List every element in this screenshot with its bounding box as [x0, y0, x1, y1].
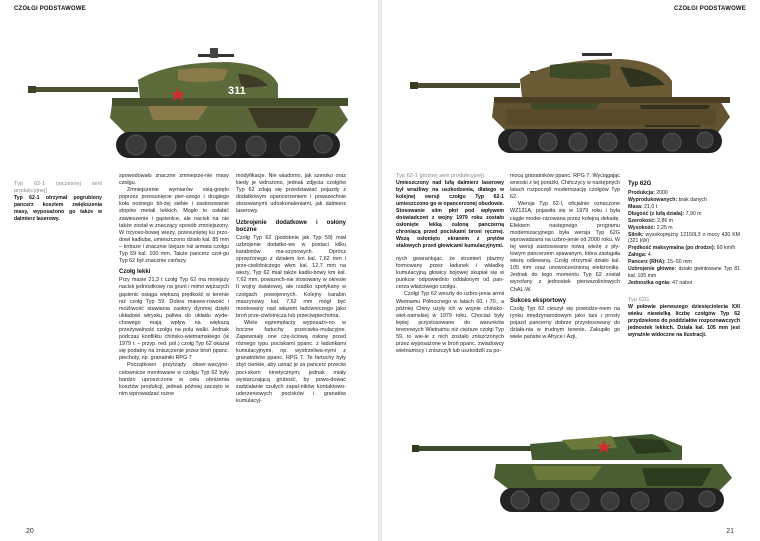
section-heading: Uzbrojenie dodatkowe i osłony boczne [236, 219, 346, 233]
spec-value: 47 naboi [670, 279, 693, 286]
spec-label: Załoga: [628, 252, 647, 259]
tank-illustration-type62g [412, 416, 742, 516]
tank-illustration-type62-early [28, 40, 358, 165]
spec-label: Długość (z lufą działa): [628, 210, 685, 217]
spec-row [628, 204, 740, 211]
running-header: CZOŁGI PODSTAWOWE [14, 6, 86, 12]
spec-row [628, 252, 740, 259]
caption-text: Umieszczony nad lufą dalmierz laserowy był wrażliwy na uszkodzenia, dlatego w kolejnej wersji czołgu Typ 62-1 umieszczono go w opancerzonej obudowie. Stosowanie siim płot pod wpływem doświadczeń z wojny 1979 roku zostało osłonięte lekką osłoną panczerną chroniącą przed pociskami broni ręcznej. Wszą osłonięto ekranem z prętów stalowych przed głowicami kumulacyjnymi. [396, 180, 504, 249]
text-column-3 [236, 173, 346, 405]
spec-value: wysokoprężny 12150L3 o mocy 430 KM (321 kW) [628, 231, 740, 245]
section-heading: Czołg lekki [119, 269, 151, 276]
spec-value: 15–50 mm [665, 259, 692, 266]
spec-label: Wysokość: [628, 224, 656, 231]
turret-number: 311 [228, 85, 246, 97]
spec-row [628, 280, 740, 287]
spec-label: Jednostka ognia: [628, 279, 671, 286]
paragraph: Czołg Typ 62 (podobnie jak Typ 59) miał uzbrojenie dodatko-we w postaci kilku karabinów ma-szynowych. Oprócz sprzężonego z działem km kal. 7,62 mm i prze-ciwlotniczego wkm kal. 12,7 mm na wieży, Typ 62 miał także kadłu-bowy km kal. 7,62 mm, powszech-nie stosowany w okresie II wojny światowej, ale rzadko spotykany w czołgach powojennych. Kolejny karabin maszynowy kal. 7,62 mm mógł być montowany nad włazem ładowniczego jako broń prze-ciwlotnicza lub przeciwpiechotna. [236, 234, 346, 319]
spec-value: 21,0 t [642, 203, 658, 210]
spec-label: Masa: [628, 203, 643, 210]
spec-label: Produkcja: [628, 190, 655, 197]
spec-label: Prędkość maksymalna (po drodze): [628, 245, 716, 252]
illustration-caption [14, 181, 102, 223]
page-number: 21 [726, 528, 734, 535]
text-column-2 [119, 173, 229, 398]
spec-value: 2000 [654, 190, 668, 197]
spec-row [628, 197, 740, 204]
specs-title: Typ 62G [628, 181, 652, 187]
spec-row [628, 225, 740, 232]
spec-label: Pancerz (RHA): [628, 259, 666, 266]
paragraph: Początkowo przyrządy obser-wacyjno-celownicze montowane w czołgu Typ 62 były bardzo uproszczone w celu obniżenia kosztów produkcji, jednak później zaczęto w nim wprowadzać rożne [119, 362, 229, 397]
spec-value: 4 [646, 252, 651, 259]
spec-value: 2,25 m [655, 224, 673, 231]
spec-value: 2,86 m [655, 217, 673, 224]
paragraph: Czołg Typ 62 cieszył się powodze-niem na rynku międzynarodowym jako tani i prosty pojazd pancerny dobrze przystosowany do działa-nia w trudnym terenie. Zakupiło go wiele państw w Afryce i Azji, [510, 305, 620, 341]
paragraph: modyfikacje. Nie wiadomo, jak szeroko oraz kiedy je wdrożono, jednak zdjęcia czołgów Typ 62 zdają się przedstawiać pojazdy z dodatkowym opancerzeniem i powszechnie stosowanymi udoskonaleniami, jak dalmierz laserowy. [236, 173, 346, 215]
spec-row [628, 259, 740, 266]
spec-row [628, 218, 740, 225]
section-heading: Sukces eksportowy [510, 297, 567, 304]
page-number: 20 [26, 528, 34, 535]
paragraph: nych gwarantując, że strumień plazmy formowany przez ładunek i wkładkę kumulacyjną głowicy bojowej skupiał się w punkcie odpowiednio oddalonym od pan-cerza właściwego czołgu. [396, 256, 504, 291]
tank-illustration-type62-late [410, 45, 740, 160]
paragraph: mocą granatników ppanc. RPG 7. Wyciągając wnioski z tej porażki, Chińczycy w następnych latach rozpoczęli modernizację czołgów Typ 62. [510, 173, 620, 201]
paragraph: Wiele egzemplarzy wyposażo-no w boczne fartuchy przeciwku-mulacyjne. Zapewniały one czę-ściową osłonę przed różnego typu pociskami ppanc. z ładunkami kumulacyjnymi, np. wystrzeliwa-nymi z granatników ppanc. RPG 7. Te fartuchy były zbyt cienkie, aby uznać je za pancerz przeciw poci-skom kinetycznym, jednak miały wystarczającą grubość, by powo-dować zadziałanie czułych zapal-ników kontaktowo-uderzeniowych pocisków i granatów kumulacyj- [236, 319, 346, 404]
spec-label: Uzbrojenie główne: [628, 266, 677, 273]
spec-value: działo gwintowane Typ 81 kal. 105 mm [628, 266, 740, 279]
spec-label: Silnik: [628, 231, 644, 238]
paragraph: Wersja Typ 62-I, oficjalnie oznaczone WZ131A, pojawiła się w 1979 roku i była ciągle moder-nizowana przez kolejną dekadę. Efektem następnego programu modernizacyjnego była wersja Typ 62G wprowadzana na uzbro-jenie od 2000 roku. W tej wersji zastosowano nową wieżę z pły-towym pancerzem spawanym, która zastąpiła wieżę odlewaną. Czołg otrzymał działo kal. 105 mm oraz unowocześnioną elektronikę. Jednak do tego momentu Typ 62 został wycofany z jednostek pierwszoliniowych ChAL-W. [510, 201, 620, 293]
right-page [382, 0, 760, 541]
running-header: CZOŁGI PODSTAWOWE [674, 6, 746, 12]
spec-label: Wyprodukowanych: [628, 197, 678, 203]
spec-label: Szerokość: [628, 217, 656, 224]
spec-row [628, 232, 740, 246]
specs-box [628, 181, 740, 339]
spec-value: 7,90 m [684, 210, 702, 217]
paragraph: spowodowało znaczne zmniejsze-nie masy czołgu. [119, 173, 229, 187]
spec-value: 60 km/h [715, 245, 736, 252]
caption-title: Typ 62-1 (wczesnej serii produkcyjnej) [14, 181, 102, 194]
illustration-caption [396, 173, 504, 355]
spec-row [628, 190, 740, 197]
paragraph: Zmniejszenie wymiarów osią-gnięto poprzez przesunięcie pier-szego i drugiego koła nośnego bli-żej siebie i zastosowanie stopów metali lekkich. Mogło to osłabić zawieszenie i gąsienice, ale nacisk na nie także został w znaczący sposób zmniejszony. W trzyoso-bowej wieży, przesuniętej ku przo-dowi kadłuba, umieszczono działo kal. 85 mm – krótsze i znacznie lżejsze niż armata czołgu Typ 59 kal. 100 mm. Także pancerz czoł-gu Typ 62 był znacznie cieńszy. [119, 187, 229, 265]
spec-row [628, 245, 740, 252]
left-page [0, 0, 378, 541]
caption-title: Typ 62G [628, 296, 650, 303]
spec-row [628, 211, 740, 218]
caption-text: W połowie pierwszego dziesięciolecia XXI wieku niewielką liczbę czołgów Typ 62 przydzielono do poddziałów rozpoznawczych jednostek lekkich. Działa kal. 105 mm jest wyraźnie widoczne na ilustracji. [628, 303, 740, 338]
paragraph: Czołgi Typ 62 weszły do uzbro-jenia armii Wietnamu Północnego w latach 60. i 70., a później Chiny użyły ich w wojnie chińsko-wiet-namskiej w 1979 roku. Chociaż były lepiej przystosowane do warunków terenowych Wietnamu niż cięższe czołgi Typ 59, to wie-le z nich zostało zniszczonych przez wyposażone w broń ppanc. zwiadowcy wietnamscy i zniszczyli lub uszkodzili za po- [396, 291, 504, 355]
caption-text: Typ 62-1 otrzymał pogrubiony pancerz kosztem zwiększenia masy, wyposażono go także w dalmierz laserowy. [14, 195, 102, 222]
paragraph: Przy masie 21,3 t czołg Typ 62 ma mniejszy nacisk jednostkowy na grunt i mimo węższych gąsienic osiąga większą prędkość w terenie niż czołg Typ 59. Dobra manew-rowość i możliwość stawiania zaołory dynmej dzięki układowi wtrysku paliwa do układu wyde-chowego mają wpływ na większą przeżywalność czołgu na polu walki. Jednak podczas konfliktu chińsko-wietnamskiego (w 1979 r. – przyp. red. pol.) czołg Typ 62 okazał się podatny na zniszczenie przez broń ppanc. piechoty, np. granatniki RPG 7 [119, 277, 229, 362]
text-column-2 [510, 173, 620, 341]
spec-value: brak danych [677, 197, 707, 203]
caption-title: Typ 62-1 (późnej serii produkcyjnej) [396, 173, 485, 179]
spec-row [628, 266, 740, 280]
specs-list [628, 190, 740, 287]
